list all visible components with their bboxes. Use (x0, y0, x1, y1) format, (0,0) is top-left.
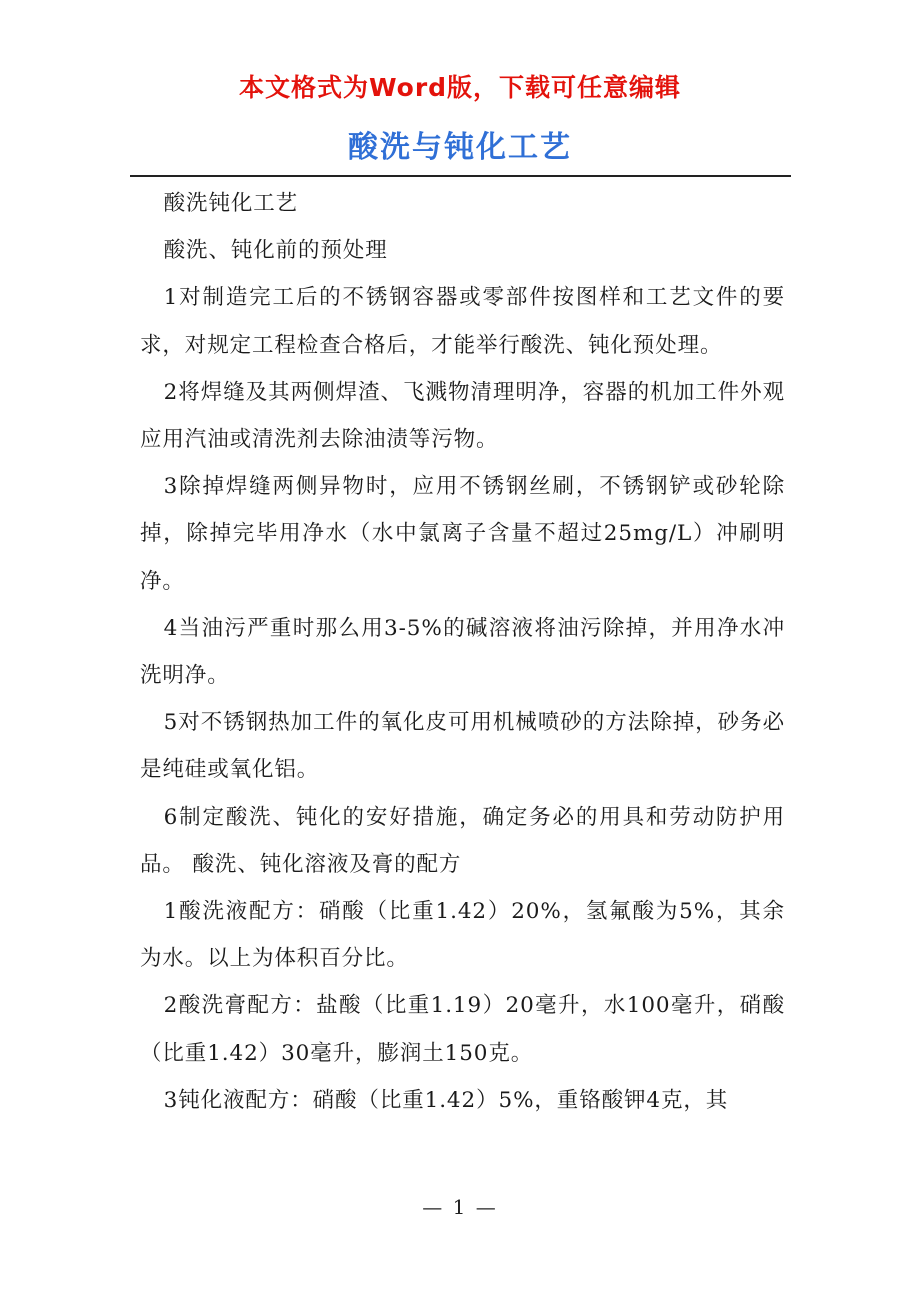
title-divider (130, 175, 791, 177)
paragraph-formula-3: 3钝化液配方：硝酸（比重1.42）5%，重铬酸钾4克，其 (163, 1087, 729, 1113)
document-body (140, 180, 785, 1124)
page-number: — 1 — (422, 1195, 498, 1219)
paragraph-step-2: 2将焊缝及其两侧焊渣、飞溅物清理明净，容器的机加工件外观应用汽油或清洗剂去除油渍等污物。 (140, 379, 785, 453)
document-title: 酸洗与钝化工艺 (348, 130, 572, 165)
paragraph-step-4: 4当油污严重时那么用3-5%的碱溶液将油污除掉，并用净水冲洗明净。 (140, 615, 785, 689)
paragraph-step-3: 3除掉焊缝两侧异物时，应用不锈钢丝刷，不锈钢铲或砂轮除掉，除掉完毕用净水（水中氯离子含量不超过25mg/L）冲刷明净。 (140, 474, 785, 594)
paragraph-step-6: 6制定酸洗、钝化的安好措施，确定务必的用具和劳动防护用品。 酸洗、钝化溶液及膏的配方 (140, 804, 785, 877)
paragraph-formula-2: 2酸洗膏配方：盐酸（比重1.19）20毫升，水100毫升，硝酸（比重1.42）30毫升，膨润土150克。 (140, 993, 785, 1066)
paragraph-heading: 酸洗钝化工艺 (163, 191, 299, 216)
paragraph-formula-1: 1酸洗液配方：硝酸（比重1.42）20%，氢氟酸为5%，其余为水。以上为体积百分比。 (140, 899, 785, 972)
paragraph-step-1: 1对制造完工后的不锈钢容器或零部件按图样和工艺文件的要求，对规定工程检查合格后，才能举行酸洗、钝化预处理。 (140, 285, 785, 358)
paragraph-step-5: 5对不锈钢热加工件的氧化皮可用机械喷砂的方法除掉，砂务必是纯硅或氧化铝。 (140, 710, 785, 783)
word-format-banner: 本文格式为Word版，下载可任意编辑 (238, 73, 682, 102)
paragraph-subheading: 酸洗、钝化前的预处理 (163, 238, 388, 264)
